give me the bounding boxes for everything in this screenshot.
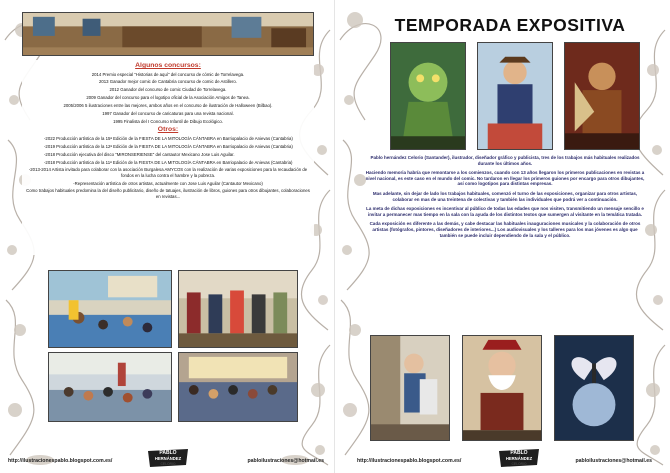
email-right[interactable]: pabloilustraciones@hotmail.es [575,458,652,464]
other-item: -2013-2014 Artista invitado para colaborar con la asociación Burgalesa AMYCOS con la realización de varias exposiciones para la recaudación de fondos en la lucha contra el hambre y la pobreza. [28,167,308,178]
group-photo [178,270,298,348]
goal-paragraph: La meta de dichas exposiciones es incentivar al público de todas las edades que nos visiten, transmitiendo un mensaje sencillo e invitar a permanecer mas tiempo en la sala con la ayuda de los distintos textos que sumergen al visitante en la temática tratada. [366,206,644,217]
contest-item: 2012 Ganador del concurso de comic Ciudad de Torrelavega. [109,87,227,93]
right-page [335,0,670,473]
contest-item: 2014 Premio especial "Historias de aquí" del concurso de cómic de Torrelavega. [91,71,245,77]
other-item: -2019 Producción artística de la 12ª Edición de la FIESTA DE LA MITOLOGÍA CÁNTABRA en Barriopalacio de Anievas (Cantabria) [44,143,293,149]
contest-item: 2005/2006 5 ilustraciones entre las mejores, ambos años en el concurso de ilustración de Halloween (Bilbao). [63,103,273,109]
blog-url-right[interactable]: http://ilustracionespablo.blogspot.com.es/ [357,458,462,464]
logo-left [146,447,190,469]
artwork-pirate [462,335,542,441]
contests-heading: Algunos concursos: [135,62,201,69]
contest-item: 2009 Ganador del concurso para el logotipo oficial de la Asociación Amigos de Tanea. [86,95,250,101]
exhibitions-paragraph: Mas adelante, sin dejar de lado los trabajos habituales, comenzó el turno de las exposiciones, organizar para otros artistas, colaborar en mas de una treintena de colectivas y también las individuales que podrá ver a continuación. [372,190,638,202]
logo-right [497,447,541,469]
logo-line3: CELORIO [160,462,176,466]
contest-item: 2013 Ganador mejor comic de Cantabria concurso de comic de Astillero. [98,79,238,85]
other-item: -2018 Producción artística de la 11ª Edición de la FIESTA DE LA MITOLOGÍA CÁNTABRA en Barriopalacio de Anievas (Cantabria) [44,159,293,165]
artwork-cowboy [477,42,553,150]
contests-card [22,60,314,255]
other-item: -2022 Producción artística de la 15ª Edición de la FIESTA DE LA MITOLOGÍA CÁNTABRA en Barriopalacio de Anievas (Cantabria) [44,135,293,141]
others-heading: Otros: [157,126,179,134]
page-title: TEMPORADA EXPOSITIVA [394,15,626,35]
contest-item: 1995 Finalista del I Concurso Infantil de Dibujo Ecológico. [113,118,223,124]
logo-line3: CELORIO [511,462,527,466]
intro-paragraph: Pablo hernández Celorio (Santander), ilustrador, diseñador gráfico y publicista, tres de los trabajos más habituales realizados durante los últimos años. [370,155,640,166]
logo-line1: PABLO [510,450,528,456]
logo-line1: PABLO [159,450,177,456]
email-left[interactable]: pabloilustraciones@hotmail.es [247,458,324,464]
artwork-goblin [390,42,466,150]
other-item: Como trabajos habituales predomina la del diseño publicitario, diseño de tatuajes, ilustración de libros, guiones para otros dibujantes, colaboraciones en revistas... [26,188,310,199]
blog-url-left[interactable]: http://ilustracionespablo.blogspot.com.es/ [8,458,113,464]
other-item: -Representación artística de otros artistas, actualmente con Jose Luis Aguilar (Cantautor Mexicano) [73,180,263,186]
workshop-photo-1 [48,270,172,348]
other-item: -2018 Producción ejecutiva del disco "MIRONSERIENSE" del cantautor Mexicano Jose Luis Aguilar. [44,151,235,157]
memory-paragraph: Haciendo memoria habría que remontarse a los comienzos, cuando con 13 años llegaron los primeros publicaciones en revistas a nivel nacional, es este caso en el mundo del comic. No tardaron en llegar los primeros guiones por encargo para otros dibujantes, así como logotipos para distintas empresas. [365,170,645,187]
events-paragraph: Cada exposición es diferente a las demás, y cabe destacar las habituales inauguraciones musicales y la colaboración de otros artistas (fotógrafos, pintores, diseñadores de interiores...) Los audiovisuales y los talleres para los mas jóvenes es algo que también se puede incluir dependiendo de la sala y el público. [369,221,641,238]
logo-line2: HERNÁNDEZ [505,456,533,461]
artwork-warrior [564,42,640,150]
exhibition-text [365,155,645,242]
contest-item: 1997 Ganador del concurso de caricaturas para una revista nacional. [102,111,234,117]
audience-photo-1 [48,352,172,422]
logo-line2: HERNÁNDEZ [154,456,182,461]
library-photo [22,12,314,56]
artwork-butterfly [554,335,634,441]
artwork-couple [370,335,450,441]
audience-photo-2 [178,352,298,422]
